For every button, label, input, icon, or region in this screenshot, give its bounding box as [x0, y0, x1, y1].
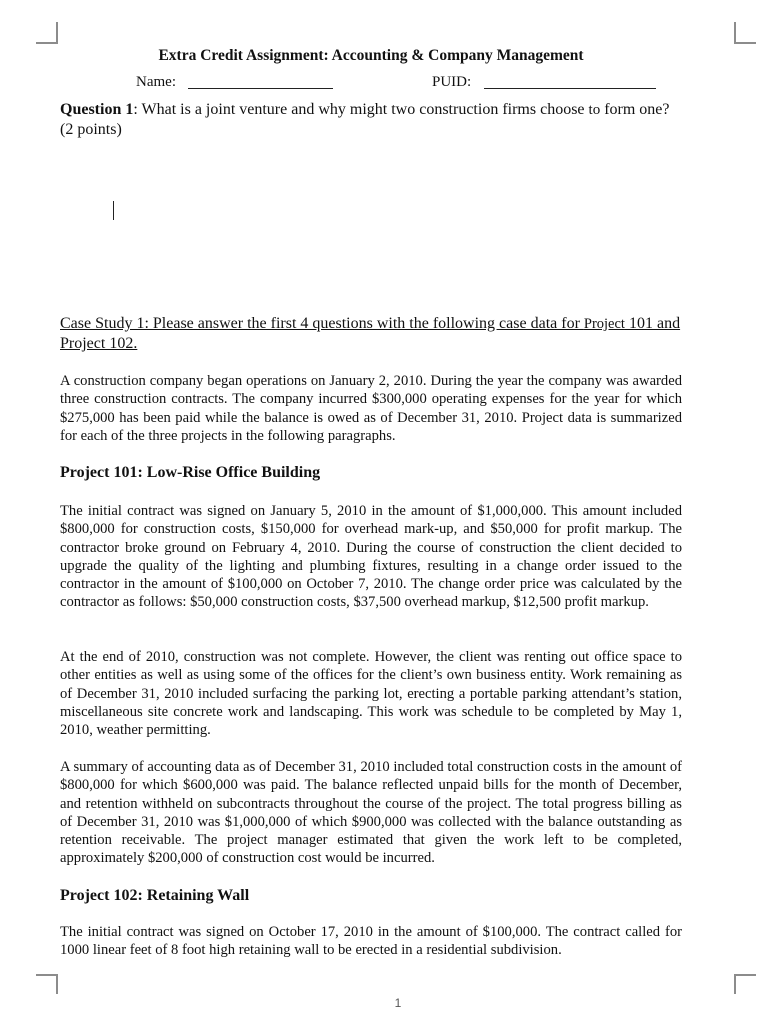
project-101-paragraph-2: At the end of 2010, construction was not complete. However, the client was renting out office space to other entities as well as using some of the offices for the client’s own business entity. Work remaining as of December 31, 2010 included surfacing the parking lot, erecting a portable parking attendant’s station, miscellaneous site concrete work and landscaping. This work was schedule to be completed by May 1, 2010, weather permitting. [60, 649, 682, 739]
text-cursor[interactable] [113, 201, 114, 220]
puid-blank-line[interactable] [484, 88, 656, 89]
page-corner-mark-top-right [734, 22, 756, 44]
name-blank-line[interactable] [188, 88, 333, 89]
case-study-heading-project: Project [583, 316, 625, 332]
intro-paragraph: A construction company began operations on January 2, 2010. During the year the company was awarded three construction contracts. The company incurred $300,000 operating expenses for the year for which $275,000 has been paid while the balance is owed as of December 31, 2010. Project data is summarized for each of the three projects in the following paragraphs. [60, 373, 682, 444]
page-number: 1 [394, 996, 402, 1010]
case-study-heading-end: 101 and Project 102. [60, 315, 681, 352]
question-1-text-to: to [588, 102, 601, 118]
project-102-heading: Project 102: Retaining Wall [60, 887, 250, 904]
case-study-heading [60, 314, 682, 353]
document-page[interactable] [60, 44, 682, 959]
page-corner-mark-bottom-right [734, 974, 756, 994]
name-puid-row [60, 74, 682, 100]
name-label: Name: [136, 74, 176, 90]
question-1 [60, 100, 682, 139]
project-101-heading: Project 101: Low-Rise Office Building [60, 464, 321, 481]
question-1-text: : What is a joint venture and why might two construction firms choose [133, 101, 589, 118]
project-102-paragraph-1: The initial contract was signed on October 17, 2010 in the amount of $100,000. The contract called for 1000 linear feet of 8 foot high retaining wall to be erected in a residential subdivision. [60, 924, 682, 959]
puid-label: PUID: [432, 74, 472, 90]
project-101-paragraph-3: A summary of accounting data as of December 31, 2010 included total construction costs in the amount of $800,000 for which $600,000 was paid. The balance reflected unpaid bills for the month of December, and retention withheld on subcontracts throughout the course of the project. The total progress billing as of December 31, 2010 was $1,000,000 of which $900,000 was collected with the balance outstanding as retention receivable. The project manager estimated that given the work left to be completed, approximately $200,000 of construction cost would be incurred. [60, 759, 682, 867]
question-1-text-end: form one? (2 points) [60, 101, 670, 138]
document-title: Extra Credit Assignment: Accounting & Company Management [158, 47, 584, 64]
project-101-paragraph-1: The initial contract was signed on January 5, 2010 in the amount of $1,000,000. This amount included $800,000 for construction costs, $150,000 for overhead mark-up, and $50,000 for profit markup. The contractor broke ground on February 4, 2010. During the course of construction the client decided to upgrade the quality of the lighting and plumbing fixtures, resulting in a change order issued to the contractor in the amount of $100,000 on October 7, 2010. The change order price was calculated by the contractor as follows: $50,000 construction costs, $37,500 overhead markup, $12,500 profit markup. [60, 503, 682, 611]
page-corner-mark-bottom-left [36, 974, 58, 994]
case-study-heading-text: Case Study 1: Please answer the first 4 questions with the following case data for [60, 315, 584, 332]
question-1-label: Question 1 [60, 101, 134, 118]
page-corner-mark-top-left [36, 22, 58, 44]
